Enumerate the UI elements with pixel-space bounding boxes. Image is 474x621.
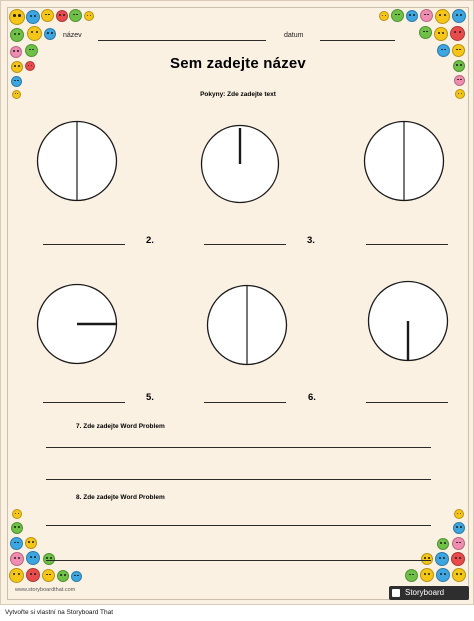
watermark-url: www.storyboardthat.com — [15, 587, 76, 593]
emoji-decoration-icon — [419, 26, 432, 39]
answer-number-6: 6. — [308, 392, 316, 403]
date-field-line[interactable] — [320, 40, 395, 41]
emoji-decoration-icon — [25, 537, 37, 549]
name-label: název — [63, 32, 82, 39]
instructions-text: Pokyny: Zde zadejte text — [200, 91, 276, 98]
emoji-decoration-icon — [42, 569, 55, 582]
emoji-decoration-icon — [391, 9, 404, 22]
emoji-decoration-icon — [379, 11, 389, 21]
emoji-decoration-icon — [57, 570, 69, 582]
clock-3 — [363, 120, 445, 202]
word-problem-7: 7. Zde zadejte Word Problem — [76, 423, 165, 430]
emoji-decoration-icon — [450, 26, 465, 41]
emoji-decoration-icon — [12, 509, 22, 519]
emoji-decoration-icon — [405, 569, 418, 582]
storyboard-logo — [389, 586, 469, 600]
page-title: Sem zadejte název — [170, 55, 306, 72]
emoji-decoration-icon — [44, 28, 56, 40]
writing-line-7b[interactable] — [46, 479, 431, 480]
emoji-decoration-icon — [11, 76, 22, 87]
emoji-decoration-icon — [43, 553, 55, 565]
emoji-decoration-icon — [10, 552, 24, 566]
emoji-decoration-icon — [9, 9, 25, 25]
name-field-line[interactable] — [98, 40, 266, 41]
answer-line-3[interactable] — [366, 244, 448, 245]
emoji-decoration-icon — [454, 75, 465, 86]
logo-text: Storyboard — [405, 588, 445, 597]
emoji-decoration-icon — [84, 11, 94, 21]
emoji-decoration-icon — [437, 538, 449, 550]
emoji-decoration-icon — [26, 10, 40, 24]
emoji-decoration-icon — [11, 522, 23, 534]
word-problem-8: 8. Zde zadejte Word Problem — [76, 494, 165, 501]
emoji-decoration-icon — [71, 571, 82, 582]
emoji-decoration-icon — [420, 9, 433, 22]
answer-number-2: 2. — [146, 235, 154, 246]
emoji-decoration-icon — [26, 551, 40, 565]
answer-line-6[interactable] — [366, 402, 448, 403]
answer-line-4[interactable] — [43, 402, 125, 403]
clock-2 — [200, 124, 280, 204]
emoji-decoration-icon — [420, 568, 434, 582]
emoji-decoration-icon — [10, 537, 23, 550]
emoji-decoration-icon — [27, 26, 42, 41]
clock-5 — [206, 284, 288, 366]
emoji-decoration-icon — [452, 568, 466, 582]
answer-line-5[interactable] — [204, 402, 286, 403]
emoji-decoration-icon — [452, 9, 466, 23]
emoji-decoration-icon — [421, 553, 433, 565]
clock-6 — [367, 280, 449, 362]
emoji-decoration-icon — [434, 27, 448, 41]
answer-number-5: 5. — [146, 392, 154, 403]
emoji-decoration-icon — [435, 552, 449, 566]
writing-line-7a[interactable] — [46, 447, 431, 448]
emoji-decoration-icon — [41, 9, 54, 22]
emoji-decoration-icon — [69, 9, 82, 22]
emoji-decoration-icon — [435, 9, 450, 24]
answer-line-2[interactable] — [204, 244, 286, 245]
emoji-decoration-icon — [454, 509, 464, 519]
writing-line-8a[interactable] — [46, 525, 431, 526]
date-label: datum — [284, 32, 304, 39]
clock-1 — [36, 120, 118, 202]
emoji-decoration-icon — [406, 10, 418, 22]
emoji-decoration-icon — [26, 568, 40, 582]
answer-line-1[interactable] — [43, 244, 125, 245]
writing-line-8b[interactable] — [46, 560, 431, 561]
emoji-decoration-icon — [56, 10, 68, 22]
clock-4 — [36, 283, 118, 365]
emoji-decoration-icon — [436, 568, 450, 582]
logo-mark-icon — [392, 589, 400, 597]
emoji-decoration-icon — [452, 537, 465, 550]
answer-number-3: 3. — [307, 235, 315, 246]
footer-credit[interactable]: Vytvořte si vlastní na Storyboard That — [5, 609, 114, 616]
emoji-decoration-icon — [9, 568, 24, 583]
emoji-decoration-icon — [451, 552, 465, 566]
emoji-decoration-icon — [453, 522, 465, 534]
emoji-decoration-icon — [10, 28, 24, 42]
